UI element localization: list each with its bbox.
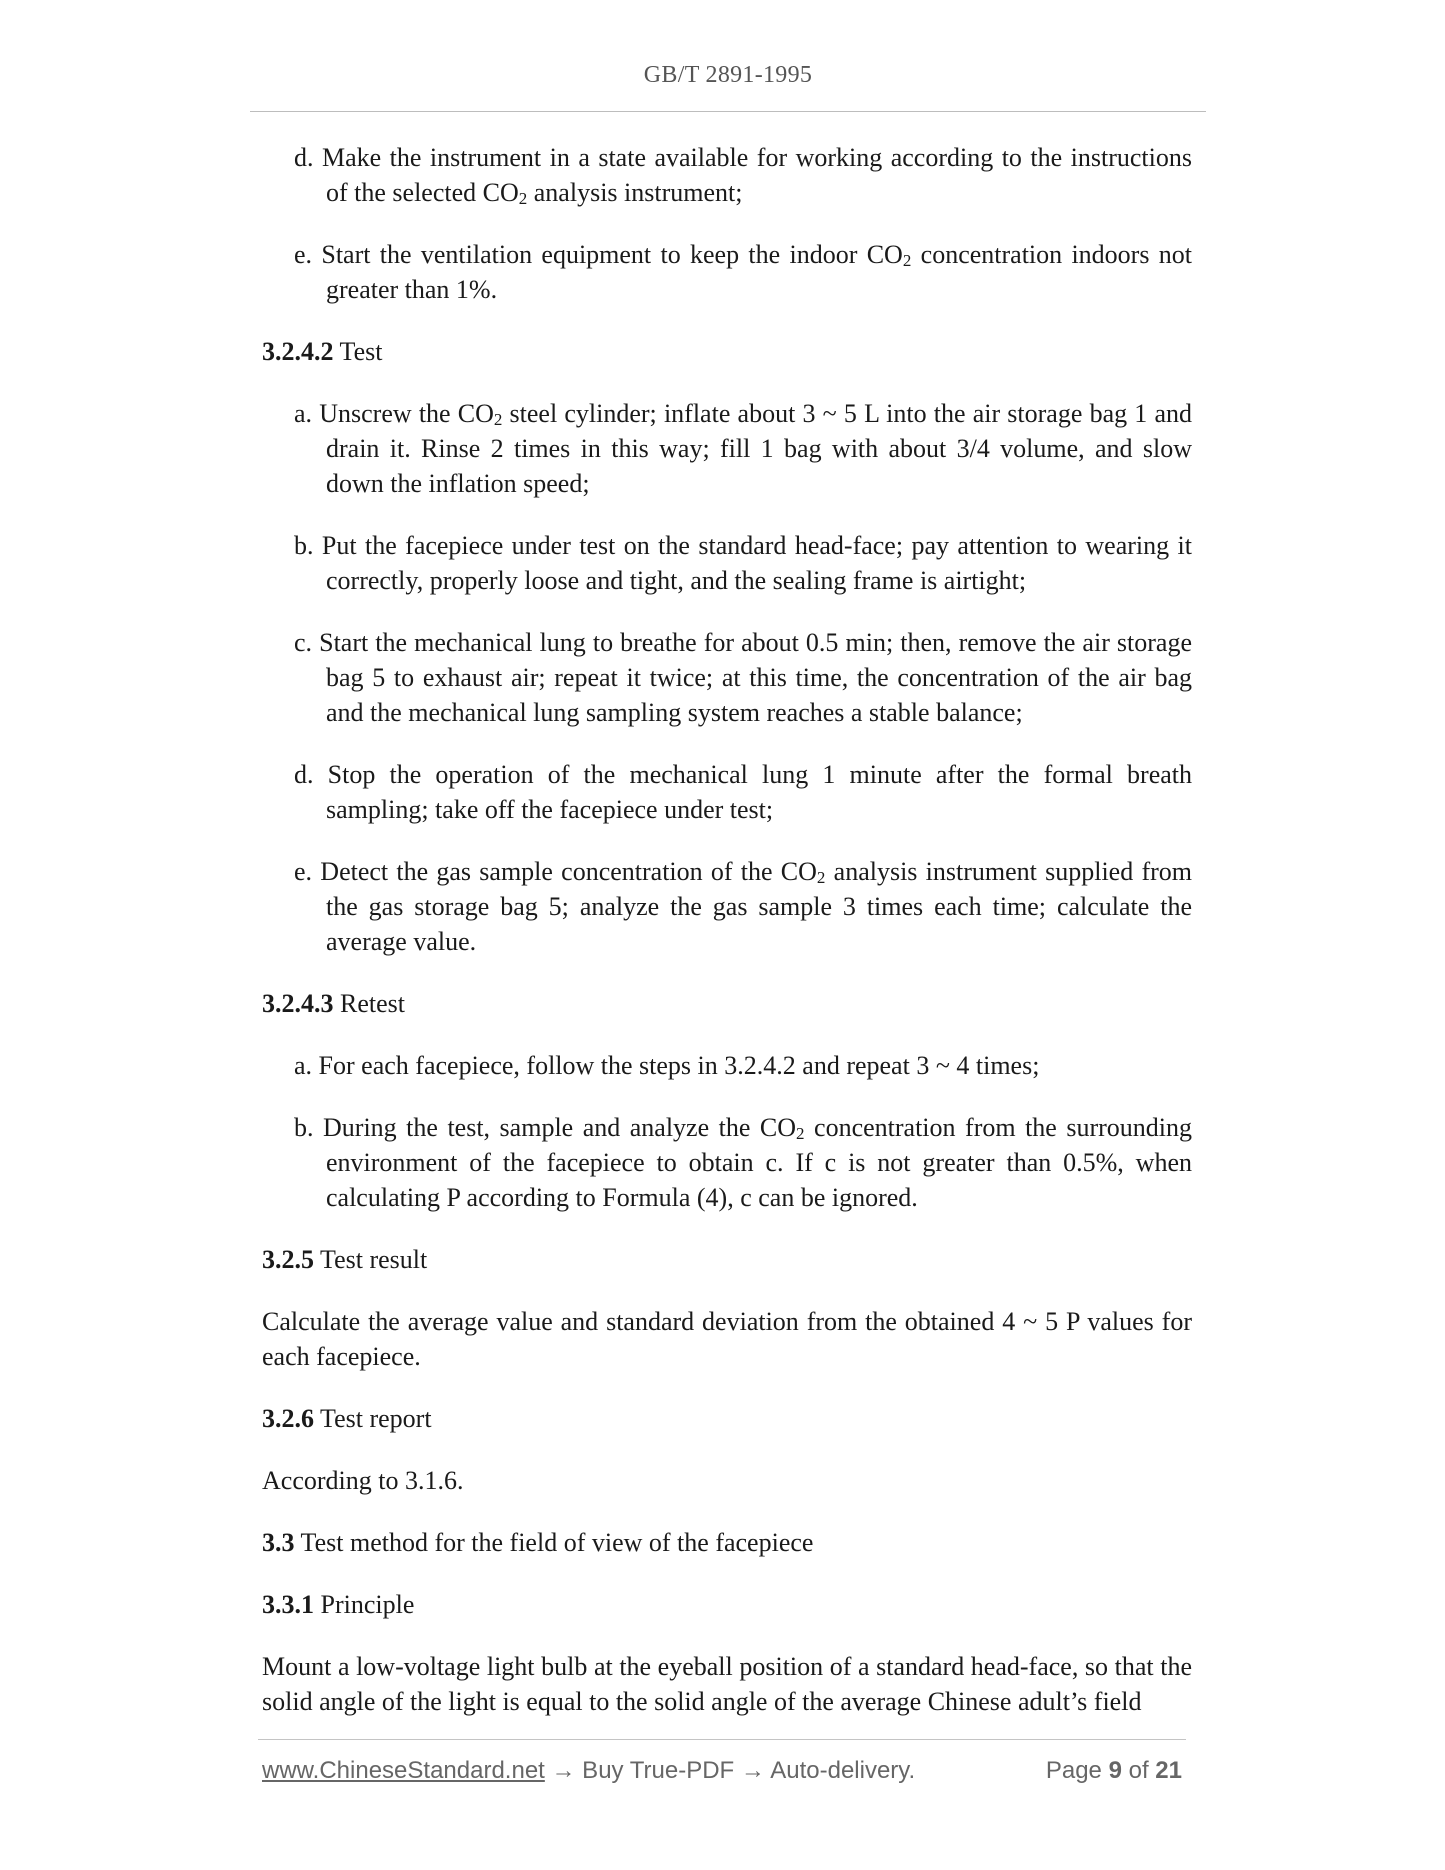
item-label: d. <box>294 760 314 789</box>
item-label: b. <box>294 531 314 560</box>
list-item-3242-c <box>294 625 1192 730</box>
item-text-cont: concentration indoors not greater than 1%. <box>326 240 1193 304</box>
list-item-3242-b <box>294 528 1192 598</box>
section-title: Test result <box>320 1245 428 1274</box>
section-number: 3.3.1 <box>262 1590 314 1619</box>
item-text: Start the ventilation equipment to keep the indoor CO <box>321 240 903 269</box>
page-indicator <box>1046 1757 1182 1785</box>
item-text: Start the mechanical lung to breathe for about 0.5 min; then, remove the air storage bag 5 to exhaust air; repeat it twice; at this time, the concentration of the air bag and the mechanical lung sampling system reaches a stable balance; <box>319 628 1193 727</box>
footer-divider <box>258 1739 1186 1740</box>
document-header: GB/T 2891-1995 <box>643 62 813 88</box>
document-body <box>262 140 1192 1746</box>
subscript: 2 <box>796 1124 805 1143</box>
subscript: 2 <box>493 410 503 429</box>
paragraph-326: According to 3.1.6. <box>262 1466 464 1495</box>
item-text: Put the facepiece under test on the standard head-face; pay attention to wearing it correctly, properly loose and tight, and the sealing frame is airtight; <box>321 531 1192 595</box>
item-label: e. <box>294 857 313 886</box>
item-label: c. <box>294 628 313 657</box>
list-item-3241-e <box>294 237 1192 307</box>
item-label: a. <box>294 399 313 428</box>
section-number: 3.3 <box>262 1528 295 1557</box>
item-text: Make the instrument in a state available for working according to the instructions of the selected CO <box>321 143 1192 207</box>
item-text: Detect the gas sample concentration of the CO <box>320 857 817 886</box>
of-label: of <box>1128 1757 1149 1784</box>
item-text-cont: concentration from the surrounding environment of the facepiece to obtain c. If c is not greater than 0.5%, when calculating P according to Formula (4), c can be ignored. <box>326 1113 1193 1212</box>
item-label: a. <box>294 1051 313 1080</box>
item-text: During the test, sample and analyze the CO <box>323 1113 797 1142</box>
item-label: e. <box>294 240 313 269</box>
page-total: 21 <box>1155 1757 1182 1784</box>
section-heading-331 <box>262 1587 1192 1622</box>
list-item-3241-d <box>294 140 1192 210</box>
section-number: 3.2.5 <box>262 1245 314 1274</box>
footer-promo-text: → Buy True-PDF → Auto-delivery. <box>544 1757 916 1784</box>
page-label: Page <box>1045 1757 1102 1784</box>
section-title: Test <box>339 337 383 366</box>
item-text: Stop the operation of the mechanical lung 1 minute after the formal breath sampling; take off the facepiece under test; <box>326 760 1192 824</box>
subscript: 2 <box>816 868 826 887</box>
section-title: Test report <box>320 1404 432 1433</box>
list-item-3243-b <box>294 1110 1192 1215</box>
website-link[interactable]: www.ChineseStandard.net <box>262 1757 545 1784</box>
page-number: 9 <box>1108 1757 1122 1784</box>
item-text-cont: steel cylinder; inflate about 3 ~ 5 L into the air storage bag 1 and drain it. Rinse 2 times in this way; fill 1 bag with about 3/4 volume, and slow down the inflation speed; <box>326 399 1192 498</box>
section-heading-326 <box>262 1401 1192 1436</box>
subscript: 2 <box>902 251 912 270</box>
list-item-3243-a <box>294 1048 1192 1083</box>
footer-promo <box>262 1757 915 1785</box>
section-heading-33 <box>262 1525 1192 1560</box>
section-title: Retest <box>340 989 405 1018</box>
section-title: Test method for the field of view of the facepiece <box>300 1528 814 1557</box>
section-number: 3.2.4.2 <box>262 337 334 366</box>
section-title: Principle <box>320 1590 415 1619</box>
item-label: b. <box>294 1113 314 1142</box>
document-footer <box>262 1757 1190 1791</box>
section-heading-3242 <box>262 334 1192 369</box>
section-heading-325 <box>262 1242 1192 1277</box>
section-number: 3.2.6 <box>262 1404 314 1433</box>
header-divider <box>250 111 1206 112</box>
subscript: 2 <box>518 189 528 208</box>
item-text: For each facepiece, follow the steps in 3.2.4.2 and repeat 3 ~ 4 times; <box>318 1051 1040 1080</box>
list-item-3242-e <box>294 854 1192 959</box>
item-text-cont: analysis instrument supplied from the gas storage bag 5; analyze the gas sample 3 times each time; calculate the average value. <box>326 857 1193 956</box>
section-number: 3.2.4.3 <box>262 989 334 1018</box>
paragraph-331: Mount a low-voltage light bulb at the eyeball position of a standard head-face, so that the solid angle of the light is equal to the solid angle of the average Chinese adult’s field <box>262 1652 1192 1716</box>
item-text: Unscrew the CO <box>319 399 494 428</box>
item-label: d. <box>294 143 314 172</box>
section-heading-3243 <box>262 986 1192 1021</box>
paragraph-325: Calculate the average value and standard deviation from the obtained 4 ~ 5 P values for each facepiece. <box>262 1307 1192 1371</box>
item-text-cont: analysis instrument; <box>527 178 743 207</box>
list-item-3242-d <box>294 757 1192 827</box>
list-item-3242-a <box>294 396 1192 501</box>
